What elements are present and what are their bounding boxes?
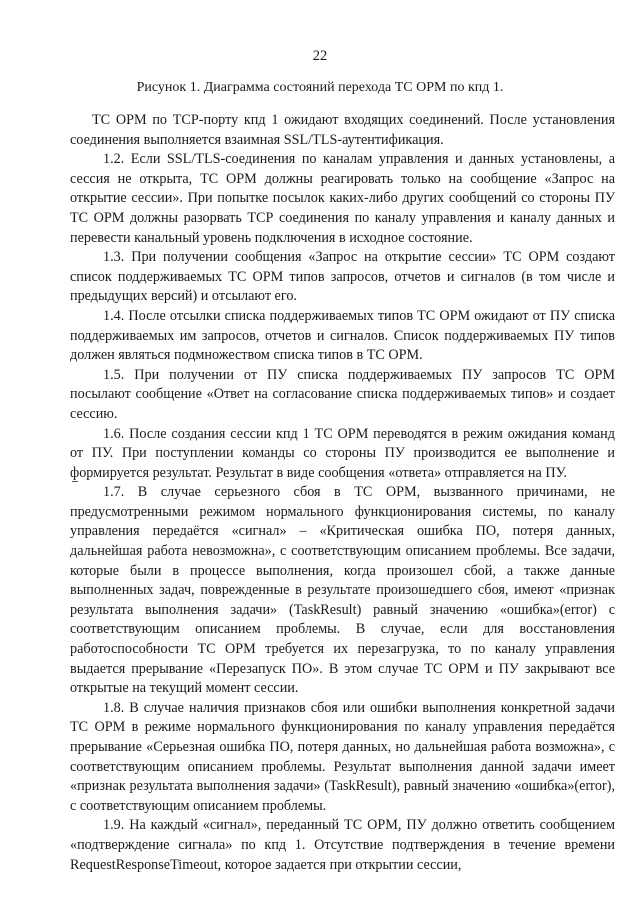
paragraph-intro: ТС ОРМ по TCP-порту кпд 1 ожидают входящих соединений. После установления соединения выполняется взаимная SSL/TLS-аутентификация. <box>70 112 615 148</box>
paragraph-1-9: 1.9. На каждый «сигнал», переданный ТС ОРМ, ПУ должно ответить сообщением «подтверждение сигнала» по кпд 1. Отсутствие подтверждения в течение времени RequestResponseTimeout, которое задается при открытии сессии, <box>70 817 615 873</box>
body-text <box>70 111 615 875</box>
paragraph-1-6: 1.6. После создания сессии кпд 1 ТС ОРМ переводятся в режим ожидания команд от ПУ. При поступлении команды со стороны ПУ производится ее выполнение и формируется результат. Результат в виде сообщения «ответа» отправляется на ПУ. <box>70 425 615 481</box>
paragraph-1-8: 1.8. В случае наличия признаков сбоя или ошибки выполнения конкретной задачи ТС ОРМ в режиме нормального функционирования по каналу управления передаётся прерывание «Серьезная ошибка ПО, потеря данных, но дальнейшая работа возможна», с соответствующим описанием проблемы. Результат выполнения данной задачи имеет «признак результата выполнения задачи» (TaskResult), равный значению «ошибка»(error), с соответствующим описанием проблемы. <box>70 699 615 814</box>
figure-caption: Рисунок 1. Диаграмма состояний перехода ТС ОРМ по кпд 1. <box>136 80 504 95</box>
paragraph-1-5: 1.5. При получении от ПУ списка поддерживаемых ПУ запросов ТС ОРМ посылают сообщение «Ответ на согласование списка поддерживаемых типов» и создает сессию. <box>70 366 615 422</box>
paragraph-1-4: 1.4. После отсылки списка поддерживаемых типов ТС ОРМ ожидают от ПУ списка поддерживаемых им запросов, отчетов и сигналов. Список поддерживаемых ПУ типов должен являться подмножеством списка типов в ТС ОРМ. <box>70 307 615 364</box>
page-number: 22 <box>312 48 328 64</box>
paragraph-1-2: 1.2. Если SSL/TLS-соединения по каналам управления и данных установлены, а сессия не открыта, ТС ОРМ должны реагировать только на сообщение «Запрос на открытие сессии». При попытке посылок каких-либо других сообщений со стороны ПУ ТС ОРМ должны разорвать ТСР соединения по каналу управления и каналу данных и перевести канальный уровень подключения в исходное состояние. <box>70 151 615 246</box>
paragraph-1-3: 1.3. При получении сообщения «Запрос на открытие сессии» ТС ОРМ создают список поддерживаемых ТС ОРМ типов запросов, отчетов и сигналов (в том числе и предыдущих версий) и отсылают его. <box>70 249 615 305</box>
paragraph-1-7: 1.7. В случае серьезного сбоя в ТС ОРМ, вызванного причинами, не предусмотренными режимом нормального функционирования системы, по каналу управления передаётся «сигнал» – «Критическая ошибка ПО, потеря данных, дальнейшая работа невозможна», с соответствующим описанием проблемы. Все задачи, которые были в процессе выполнения, когда произошел сбой, а также данные выполненных задач, поврежденные в результате произошедшего сбоя, имеют «признак результата выполнения задачи» (TaskResult) равный значению «ошибка»(error) с соответствующим описанием проблемы. В случае, если для восстановления работоспособности ТС ОРМ требуется их перезагрузка, то по каналу управления выдается прерывание «Перезапуск ПО». В этом случае ТС ОРМ и ПУ закрывают все открытые на текущий момент сессии. <box>70 484 615 697</box>
